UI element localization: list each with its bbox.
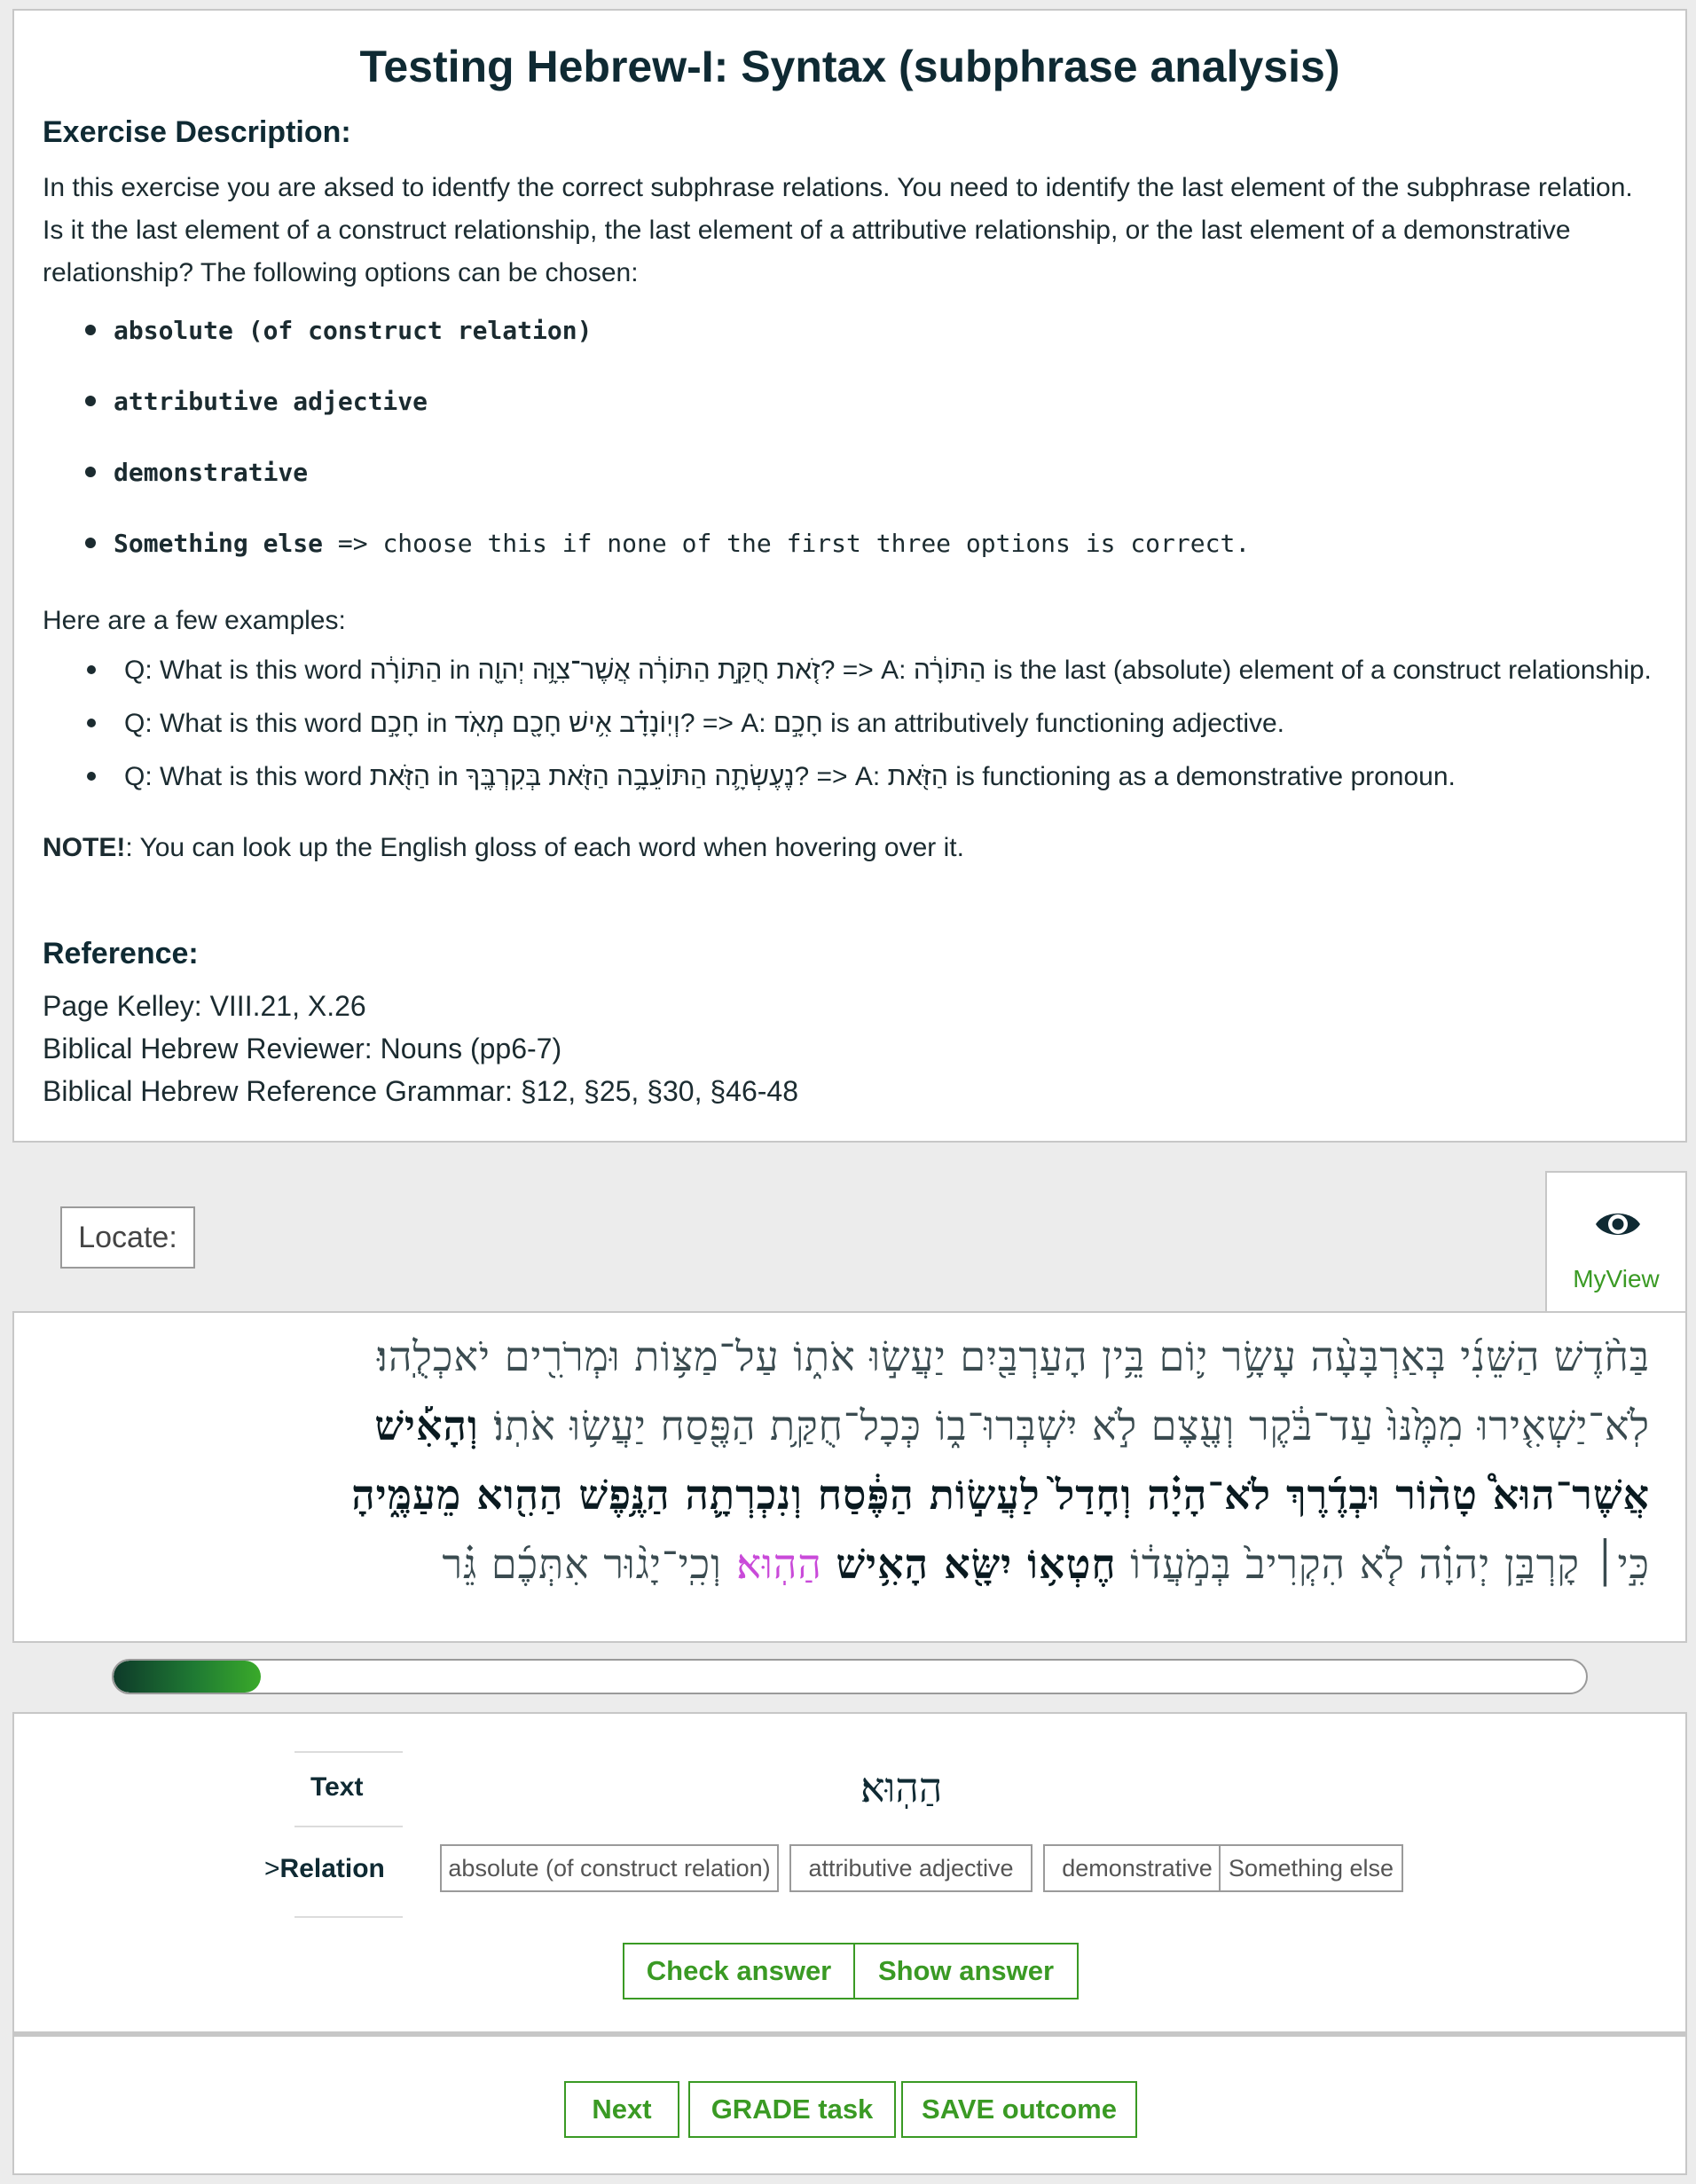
text-label: Text xyxy=(310,1772,364,1802)
hebrew-text-line-1[interactable]: בַּחֹ֨דֶשׁ הַשֵּׁנִ֜י בְּאַרְבָּעָ֨ה עָשָׂ֥ר י֛וֹם בֵּ֥ין הָעַרְבַּ֖יִם יַעֲשׂ֣וּ אֹת֑וֹ עַל־מַצּ֥וֹת וּמְרֹרִ֖ים יֹאכְלֻֽהוּ׃ xyxy=(376,1332,1650,1380)
bullet-dot xyxy=(85,325,96,335)
note-text: NOTE!: You can look up the English gloss of each word when hovering over it. xyxy=(43,833,964,862)
relation-label: >Relation xyxy=(264,1854,385,1883)
option-item-something-else: Something else => choose this if none of the first three options is correct. xyxy=(114,529,1251,558)
divider xyxy=(294,1916,403,1918)
option-item-demonstrative: demonstrative xyxy=(114,458,309,487)
description-line-2: Is it the last element of a construct relationship, the last element of a attributive relationship, or the last element of a demonstrative xyxy=(43,216,1571,245)
divider xyxy=(294,1751,403,1753)
example-1: Q: What is this word הַתּוֹרָ֔ה in זֹ֚את חֻקַּ֣ת הַתּוֹרָ֔ה אֲשֶׁר־צִוָּ֥ה יְהוָ֖ה? => A: הַתּוֹרָ֔ה is the last (absolute) element of a construct relationship. xyxy=(124,656,1652,685)
progress-fill xyxy=(114,1661,261,1693)
reference-line: Biblical Hebrew Reference Grammar: §12, §25, §30, §46-48 xyxy=(43,1075,798,1107)
example-2: Q: What is this word חָכָ֣ם in וְיֽוֹנָדָ֗ב אִ֥ישׁ חָכָ֖ם מְאֹֽד? => A: חָכָ֣ם is an attributively functioning adjective. xyxy=(124,709,1285,738)
description-heading: Exercise Description: xyxy=(43,115,351,149)
hebrew-word[interactable]: וְהָאִ֡ישׁ xyxy=(374,1402,479,1449)
question-panel xyxy=(12,1712,1687,2033)
show-answer-button[interactable]: Show answer xyxy=(853,1943,1079,1999)
choice-something-else-button[interactable]: Something else xyxy=(1219,1844,1403,1892)
description-line-1: In this exercise you are aksed to identfy the correct subphrase relations. You need to identify the last element of the subphrase relation. xyxy=(43,173,1633,202)
check-answer-button[interactable]: Check answer xyxy=(623,1943,855,1999)
bullet-dot xyxy=(85,467,96,477)
bullet-dot xyxy=(85,538,96,548)
divider xyxy=(294,1826,403,1827)
bullet-dot xyxy=(85,396,96,406)
locate-field[interactable]: Locate: xyxy=(60,1206,195,1269)
bullet-dot xyxy=(87,772,96,781)
hebrew-text-line-4[interactable] xyxy=(442,1540,1650,1588)
hebrew-verse-fragment[interactable]: כִּ֣י׀ קָרְבַּ֣ן יְהוָ֗ה לֹ֤א הִקְרִיב֙ בְּמֹ֣עֲד֔וֹ xyxy=(1130,1540,1650,1588)
page-title: Testing Hebrew-I: Syntax (subphrase analysis) xyxy=(359,42,1340,91)
choice-demonstrative-button[interactable]: demonstrative xyxy=(1043,1844,1231,1892)
bullet-dot xyxy=(87,719,96,727)
option-item-attributive: attributive adjective xyxy=(114,387,428,416)
footer-panel xyxy=(12,2033,1687,2175)
highlighted-word[interactable]: הַהֽוּא׃ xyxy=(735,1540,822,1588)
hebrew-text-panel xyxy=(12,1311,1687,1643)
question-text-value: הַהֽוּא׃ xyxy=(860,1764,943,1811)
next-button[interactable]: Next xyxy=(564,2081,679,2138)
choice-absolute-button[interactable]: absolute (of construct relation) xyxy=(440,1844,779,1892)
myview-tab[interactable] xyxy=(1545,1171,1687,1315)
choice-attributive-button[interactable]: attributive adjective xyxy=(789,1844,1033,1892)
myview-label: MyView xyxy=(1573,1265,1660,1292)
hebrew-text-line-2[interactable] xyxy=(374,1402,1650,1449)
exercise-description-panel xyxy=(12,9,1687,1143)
description-line-3: relationship? The following options can be chosen: xyxy=(43,258,639,287)
reference-line: Biblical Hebrew Reviewer: Nouns (pp6-7) xyxy=(43,1033,562,1065)
examples-intro: Here are a few examples: xyxy=(43,606,346,635)
reference-line: Page Kelley: VIII.21, X.26 xyxy=(43,990,366,1022)
eye-icon xyxy=(1593,1206,1643,1242)
hebrew-text-line-3[interactable]: אֲשֶׁר־הוּא֩ טָה֨וֹר וּבְדֶ֜רֶךְ לֹא־הָיָ֗ה וְחָדַל֙ לַעֲשׂ֣וֹת הַפֶּ֔סַח וְנִכְרְתָ֛ה הַנֶּ֥פֶשׁ הַהִ֖וא מֵעַמֶּ֑יהָ xyxy=(351,1471,1650,1519)
option-item-absolute: absolute (of construct relation) xyxy=(114,316,593,345)
hebrew-verse-fragment[interactable]: וְכִֽי־יָג֨וּר אִתְּכֶ֜ם גֵּ֗ר xyxy=(442,1540,722,1588)
grade-task-button[interactable]: GRADE task xyxy=(688,2081,896,2138)
reference-heading: Reference: xyxy=(43,937,199,970)
hebrew-verse-fragment[interactable]: לֹֽא־יַשְׁאִ֤ירוּ מִמֶּ֙נּוּ֙ עַד־בֹּ֔קֶר וְעֶ֖צֶם לֹ֣א יִשְׁבְּרוּ־ב֑וֹ כְּכָל־חֻקַּ֥ת הַפֶּ֖סַח יַעֲשׂ֥וּ אֹתֽוֹ׃ xyxy=(492,1402,1650,1449)
example-3: Q: What is this word הַזֹּ֖את in נֶעֶשְׂתָ֛ה הַתּוֹעֵבָ֥ה הַזֹּ֖את בְּקִרְבֶּֽךָ? => A: הַזֹּ֖את is functioning as a demonstrative pronoun. xyxy=(124,762,1456,791)
bullet-dot xyxy=(87,665,96,674)
hebrew-verse-fragment[interactable]: חֶטְא֥וֹ יִשָּׂ֖א הָאִ֥ישׁ xyxy=(836,1540,1117,1588)
save-outcome-button[interactable]: SAVE outcome xyxy=(901,2081,1137,2138)
progress-bar xyxy=(112,1659,1588,1694)
